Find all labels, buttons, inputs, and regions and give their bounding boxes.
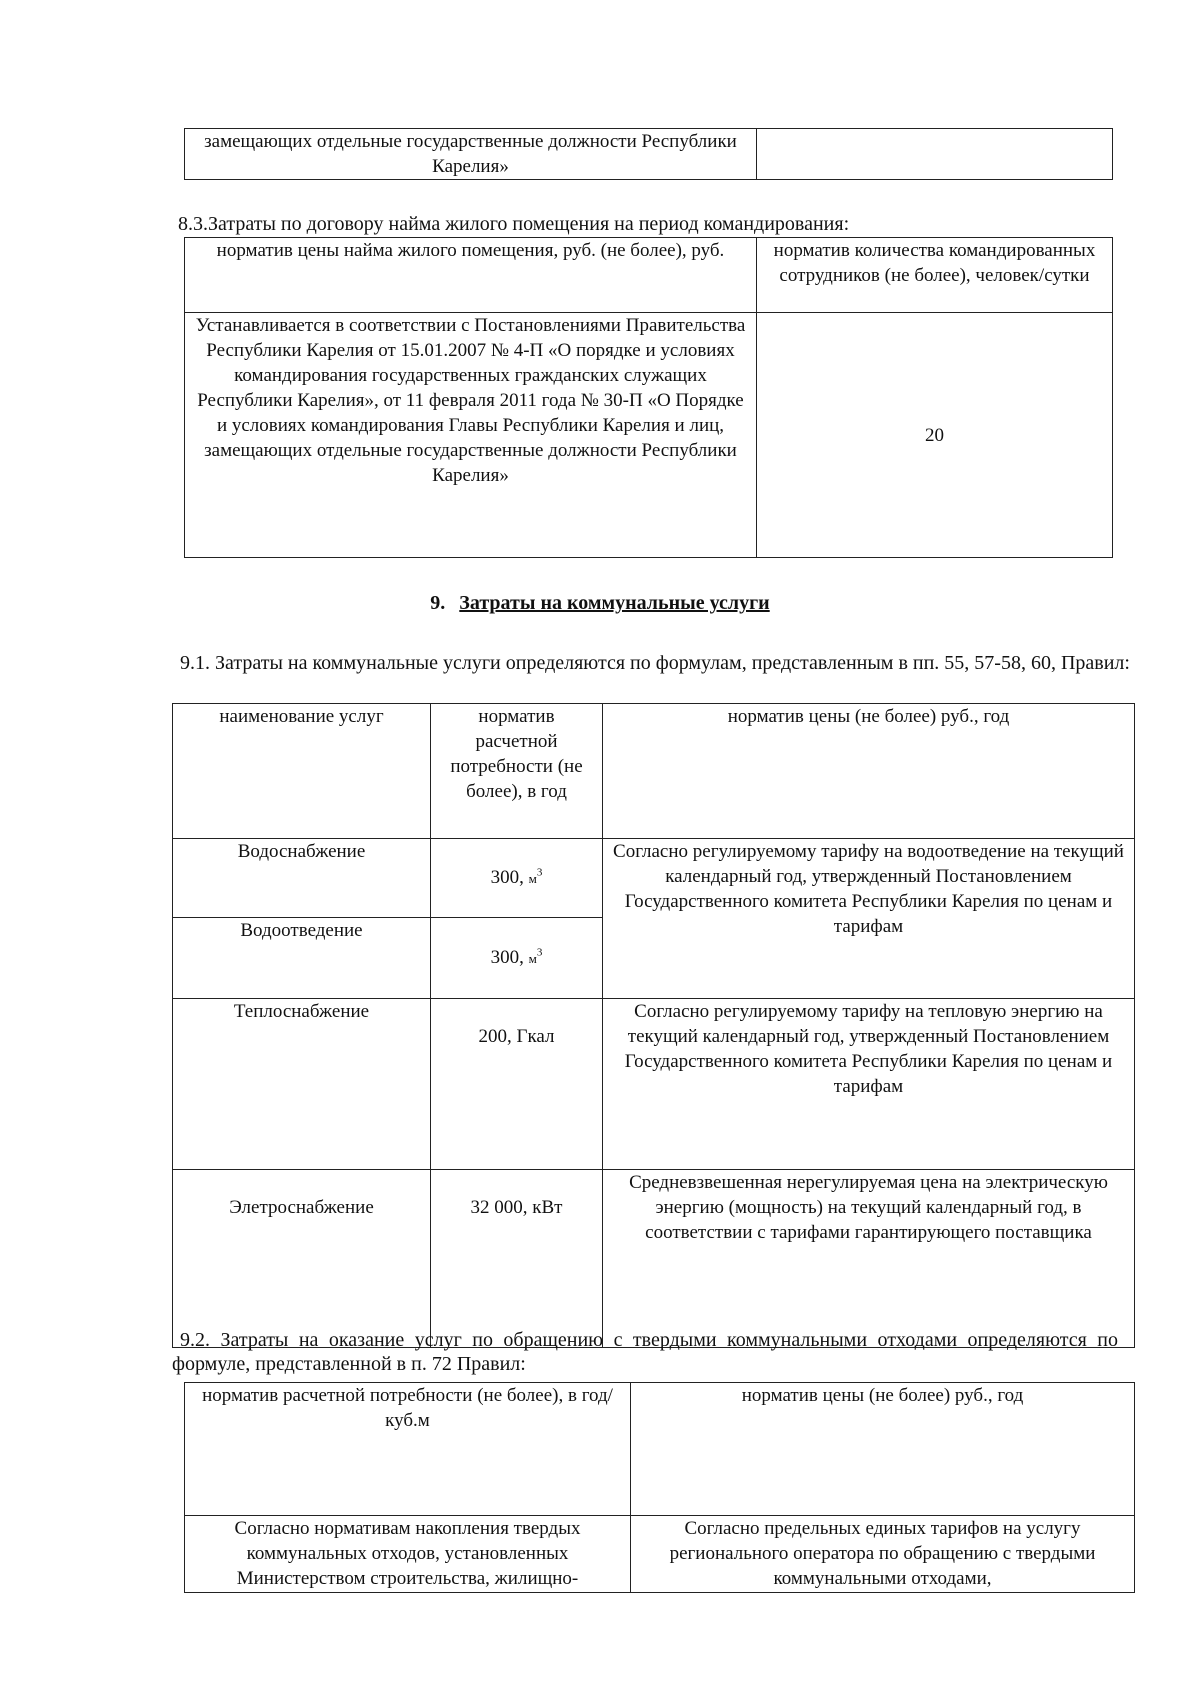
- section-9-2-caption: 9.2. Затраты на оказание услуг по обращению с твердыми коммунальными отходами определяются по формуле, представленной в п. 72 Правил:: [172, 1329, 1118, 1375]
- table-cell: замещающих отдельные государственные должности Республики Карелия»: [185, 129, 757, 180]
- column-header: норматив цены (не более) руб., год: [603, 704, 1135, 839]
- table-cell: Согласно регулируемому тарифу на водоотведение на текущий календарный год, утвержденный Постановлением Государственного комитета Республики Карелия по ценам и тарифам: [603, 839, 1135, 999]
- table-cell: [431, 839, 603, 918]
- column-header: норматив цены найма жилого помещения, руб. (не более), руб.: [185, 238, 757, 313]
- table-9-1: [172, 703, 1135, 1348]
- table-cell: Согласно регулируемому тарифу на тепловую энергию на текущий календарный год, утвержденный Постановлением Государственного комитета Республики Карелия по ценам и тарифам: [603, 999, 1135, 1170]
- table-row: [185, 129, 1113, 180]
- table-cell: [757, 129, 1113, 180]
- unit-label: м: [528, 951, 537, 966]
- table-row: [185, 313, 1113, 558]
- column-header: норматив расчетной потребности (не более), в год: [431, 704, 603, 839]
- table-cell: Устанавливается в соответствии с Постановлениями Правительства Республики Карелия от 15.01.2007 № 4-П «О порядке и условиях командирования государственных гражданских служащих Республики Карелия», от 11 февраля 2011 года № 30-П «О Порядке и условиях командирования Главы Республики Карелия и лиц, замещающих отдельные государственные должности Республики Карелия»: [185, 313, 757, 558]
- section-title: Затраты на коммунальные услуги: [459, 592, 770, 614]
- table-cell: Элетроснабжение: [173, 1170, 431, 1348]
- section-8-3-caption: 8.3.Затраты по договору найма жилого помещения на период командирования:: [178, 213, 850, 235]
- unit-label: м: [528, 871, 537, 886]
- table-header-row: [185, 238, 1113, 313]
- column-header: норматив цены (не более) руб., год: [631, 1383, 1135, 1516]
- table-cell: Водоотведение: [173, 918, 431, 999]
- table-cell: [431, 918, 603, 999]
- section-9-1-caption: 9.1. Затраты на коммунальные услуги определяются по формулам, представленным в пп. 55, 57-58, 60, Правил:: [180, 652, 1130, 674]
- table-cell: 32 000, кВт: [431, 1170, 603, 1348]
- section-number: 9.: [430, 592, 446, 614]
- table-cell: 20: [757, 313, 1113, 558]
- table-previous-continuation: [184, 128, 1113, 180]
- norm-value: 300,: [490, 947, 529, 968]
- table-row: [173, 1170, 1135, 1348]
- table-row: [173, 999, 1135, 1170]
- table-8-3: [184, 237, 1113, 558]
- table-row: [173, 839, 1135, 918]
- column-header: норматив расчетной потребности (не более), в год/ куб.м: [185, 1383, 631, 1516]
- table-9-2: [184, 1382, 1135, 1593]
- table-row: [185, 1516, 1135, 1593]
- superscript: 3: [536, 946, 543, 959]
- table-header-row: [185, 1383, 1135, 1516]
- table-cell: Водоснабжение: [173, 839, 431, 918]
- table-header-row: [173, 704, 1135, 839]
- section-9-heading: [0, 592, 1200, 615]
- table-cell: Согласно нормативам накопления твердых коммунальных отходов, установленных Министерством строительства, жилищно-: [185, 1516, 631, 1593]
- table-cell: 200, Гкал: [431, 999, 603, 1170]
- column-header: норматив количества командированных сотрудников (не более), человек/сутки: [757, 238, 1113, 313]
- norm-value: 300,: [490, 867, 529, 888]
- table-cell: Теплоснабжение: [173, 999, 431, 1170]
- column-header: наименование услуг: [173, 704, 431, 839]
- table-cell: Согласно предельных единых тарифов на услугу регионального оператора по обращению с твердыми коммунальными отходами,: [631, 1516, 1135, 1593]
- superscript: 3: [536, 866, 543, 879]
- table-cell: Средневзвешенная нерегулируемая цена на электрическую энергию (мощность) на текущий календарный год, в соответствии с тарифами гарантирующего поставщика: [603, 1170, 1135, 1348]
